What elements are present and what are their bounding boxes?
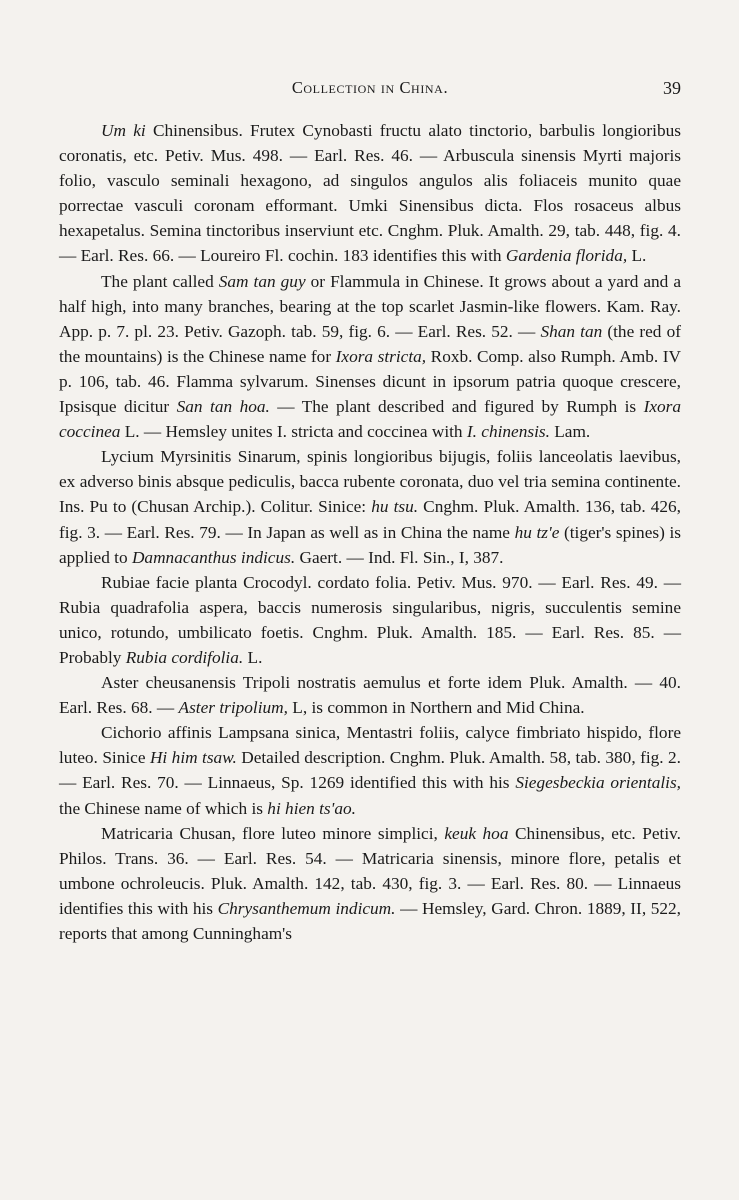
text-run: (the red of the mountains) is the Chinese name for (59, 321, 681, 366)
italic-term: Siegesbeckia orientalis, (515, 773, 681, 793)
paragraph-um-ki (59, 118, 681, 269)
italic-term: hi hien ts'ao. (267, 798, 356, 818)
paragraph-sam-tan-guy (59, 269, 681, 445)
text-run: or Flammula in Chinese. It grows about a yard and a half high, into many branches, bearing at the top scarlet Jasmin-like flowers. Kam. Ray. App. p. 7. pl. 23. Petiv. Gazoph. tab. 59, fig. 6. — Earl. Res. 52. — (59, 271, 682, 341)
body-text (59, 118, 681, 946)
paragraph-cichorio (59, 720, 681, 820)
text-run: L. (243, 647, 263, 667)
text-run: Gaert. — Ind. Fl. Sin., I, 387. (295, 547, 504, 567)
italic-term: Gardenia florida, (505, 246, 628, 266)
text-run: Lycium Myrsinitis Sinarum, spinis longioribus bijugis, foliis lanceolatis laevibus, ex adverso binis absque pediculis, bacca rubente coronata, duo vel tria semina continente. Ins. Pu to (Chusan Archip.). Colitur. Sinice: (59, 447, 681, 517)
italic-term: I. chinensis. (466, 422, 550, 442)
italic-term: Aster tripolium, (178, 698, 288, 718)
paragraph-matricaria (59, 821, 681, 946)
paragraph-rubiae (59, 570, 681, 670)
italic-term: Chrysanthemum indicum. (217, 898, 396, 918)
text-run: Aster cheusanensis Tripoli nostratis aemulus et forte idem Pluk. Amalth. — 40. Earl. Res. 68. — (59, 673, 681, 718)
page-number: 39 (663, 78, 681, 98)
italic-term: Ixora coccinea (59, 397, 682, 442)
italic-term: Sam tan guy (218, 271, 306, 291)
paragraph-aster (59, 670, 681, 720)
text-run: Chinensibus. Frutex Cynobasti fructu alato tinctorio, barbulis longioribus coronatis, etc. Petiv. Mus. 498. — Earl. Res. 46. — Arbuscula sinensis Myrti majoris folio, vasculo seminali hexagono, ad singulos angulos alis foliaceis munito quae porrectae vasculi coronam efformant. Umki Sinensibus dicta. Flos rosaceus albus hexapetalus. Semina tinctoribus inserviunt etc. Cnghm. Pluk. Amalth. 29, tab. 448, fig. 4. — Earl. Res. 66. — Loureiro Fl. cochin. 183 identifies this with (59, 121, 681, 266)
text-run: — The plant described and figured by Rumph is (269, 397, 644, 417)
running-head (59, 78, 681, 104)
text-run: L. (627, 246, 647, 266)
italic-term: Ixora stricta, (335, 346, 427, 366)
text-run: Matricaria Chusan, flore luteo minore simplici, (101, 823, 445, 843)
paragraph-lycium (59, 444, 681, 569)
text-run: Detailed description. Cnghm. Pluk. Amalth. 58, tab. 380, fig. 2. — Earl. Res. 70. — Linnaeus, Sp. 1269 identified this with his (59, 748, 682, 793)
italic-term: Hi him tsaw. (149, 748, 237, 768)
italic-term: Um ki (101, 121, 146, 140)
text-run: L, is common in Northern and Mid China. (287, 698, 585, 718)
italic-term: San tan hoa. (176, 397, 270, 417)
text-run: — Hemsley, Gard. Chron. 1889, II, 522, reports that among Cunningham's (59, 898, 681, 943)
text-run: L. — Hemsley unites I. stricta and coccinea with (120, 422, 467, 442)
text-run: Cichorio affinis Lampsana sinica, Mentastri foliis, calyce fimbriato hispido, flore luteo. Sinice (59, 723, 681, 768)
italic-term: Damnacanthus indicus. (131, 547, 296, 567)
italic-term: hu tsu. (371, 497, 419, 517)
text-run: Roxb. Comp. also Rumph. Amb. IV p. 106, tab. 46. Flamma sylvarum. Sinenses dicunt in ipsorum patria quoque crescere, Ipsisque dicitur (59, 346, 681, 417)
text-run: Chinensibus, etc. Petiv. Philos. Trans. 36. — Earl. Res. 54. — Matricaria sinensis, minore flore, petalis et umbone ochroleucis. Pluk. Amalth. 142, tab. 430, fig. 3. — Earl. Res. 80. — Linnaeus identifies this with his (59, 823, 681, 918)
text-run: Cnghm. Pluk. Amalth. 136, tab. 426, fig. 3. — Earl. Res. 79. — In Japan as well as in China the name (59, 497, 682, 542)
italic-term: keuk hoa (444, 823, 509, 843)
italic-term: Rubia cordifolia. (125, 647, 244, 667)
italic-term: Shan tan (540, 321, 603, 341)
text-run: the Chinese name of which is (59, 798, 268, 818)
text-run: Lam. (549, 422, 591, 442)
text-run: Rubiae facie planta Crocodyl. cordato folia. Petiv. Mus. 970. — Earl. Res. 49. — Rubia quadrafolia aspera, baccis numerosis singularibus, nigris, succulentis semine unico, rotundo, umbilicato foetis. Cnghm. Pluk. Amalth. 185. — Earl. Res. 85. — Probably (59, 572, 681, 667)
running-title: Collection in China. (291, 78, 449, 97)
text-run: (tiger's spines) is applied to (59, 522, 682, 567)
text-run: The plant called (101, 271, 219, 291)
italic-term: hu tz'e (514, 522, 560, 542)
